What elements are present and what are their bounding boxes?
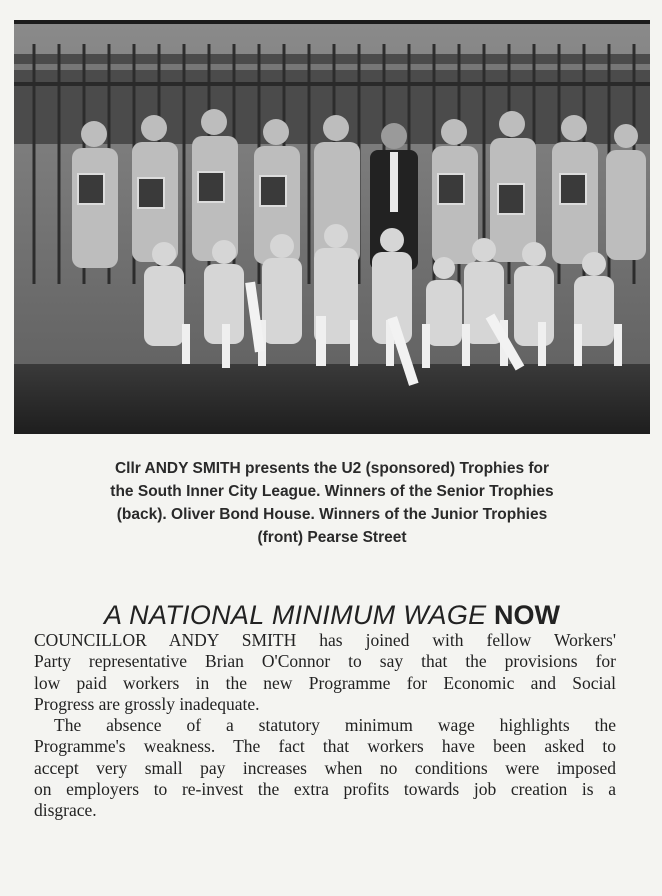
caption-line: (front) Pearse Street — [257, 529, 407, 546]
article-line: Programme's weakness. The fact that workers have been asked to — [34, 736, 616, 757]
article-body — [34, 630, 616, 822]
team-photo — [14, 24, 650, 434]
photo-caption — [20, 457, 644, 549]
caption-line: the South Inner City League. Winners of the Senior Trophies — [110, 483, 554, 500]
headline-emphasis: NOW — [493, 600, 560, 630]
article-line: accept very small pay increases when no conditions were imposed — [34, 757, 616, 778]
article-paragraph-2 — [34, 715, 616, 821]
caption-line: Cllr ANDY SMITH presents the U2 (sponsored) Trophies for — [114, 460, 550, 477]
article-line: Progress are grossly inadequate. — [34, 693, 260, 714]
article-line: disgrace. — [34, 800, 97, 821]
team-photo-illustration — [14, 24, 650, 434]
article-line: COUNCILLOR ANDY SMITH has joined with fellow Workers' — [34, 630, 616, 650]
headline-main: A NATIONAL MINIMUM WAGE — [104, 600, 487, 630]
article-line: Party representative Brian O'Connor to say that the provisions for — [34, 651, 616, 672]
article-line: The absence of a statutory minimum wage highlights the — [54, 715, 616, 736]
article-headline — [20, 598, 644, 632]
article-paragraph-1 — [34, 630, 616, 715]
caption-line: (back). Oliver Bond House. Winners of the Junior Trophies — [116, 506, 548, 523]
article-line: low paid workers in the new Programme for Economic and Social — [34, 672, 616, 693]
article-line: on employers to re-invest the extra profits towards job creation is a — [34, 779, 616, 800]
